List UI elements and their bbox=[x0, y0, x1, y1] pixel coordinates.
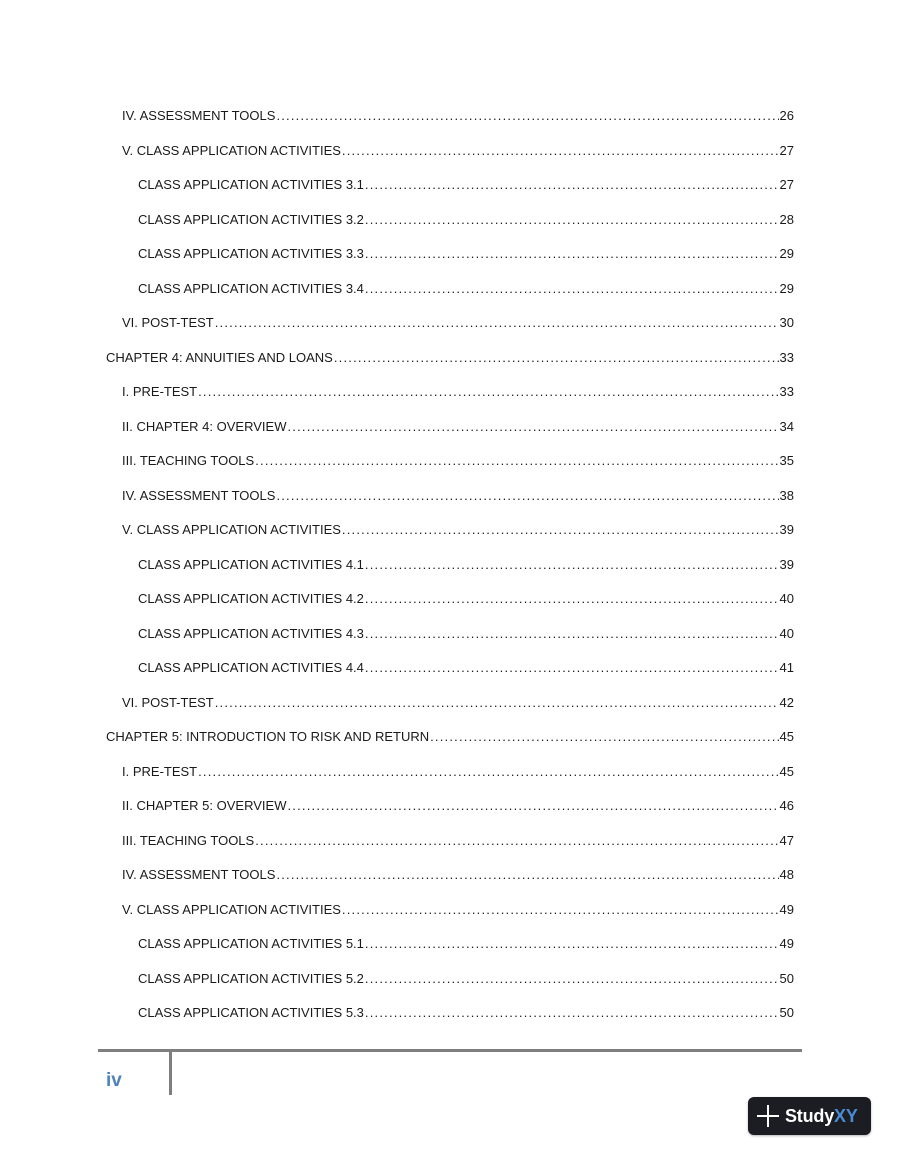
toc-entry-page: 38 bbox=[779, 488, 794, 503]
toc-entry-page: 30 bbox=[779, 315, 794, 330]
toc-leader-dots bbox=[215, 315, 779, 331]
toc-entry-page: 35 bbox=[779, 453, 794, 468]
toc-entry-page: 48 bbox=[779, 867, 794, 882]
toc-entry[interactable] bbox=[138, 177, 794, 193]
toc-leader-dots bbox=[198, 384, 778, 400]
toc-leader-dots bbox=[365, 281, 779, 297]
toc-entry[interactable] bbox=[122, 419, 794, 435]
toc-entry[interactable] bbox=[122, 522, 794, 538]
toc-entry-page: 46 bbox=[779, 798, 794, 813]
toc-entry-page: 29 bbox=[779, 281, 794, 296]
toc-entry-title: CLASS APPLICATION ACTIVITIES 4.2 bbox=[138, 591, 364, 606]
toc-entry[interactable] bbox=[122, 695, 794, 711]
toc-leader-dots bbox=[287, 798, 778, 814]
toc-entry[interactable] bbox=[138, 626, 794, 642]
toc-entry-page: 42 bbox=[779, 695, 794, 710]
toc-entry-title: II. CHAPTER 5: OVERVIEW bbox=[122, 798, 287, 813]
toc-leader-dots bbox=[276, 867, 778, 883]
studyxy-logo[interactable] bbox=[748, 1097, 871, 1135]
toc-entry-title: CLASS APPLICATION ACTIVITIES 4.1 bbox=[138, 557, 364, 572]
toc-entry-page: 50 bbox=[779, 1005, 794, 1020]
toc-entry-title: III. TEACHING TOOLS bbox=[122, 453, 255, 468]
toc-entry-title: CLASS APPLICATION ACTIVITIES 4.3 bbox=[138, 626, 364, 641]
toc-entry-title: V. CLASS APPLICATION ACTIVITIES bbox=[122, 902, 341, 917]
toc-entry[interactable] bbox=[138, 246, 794, 262]
toc-entry[interactable] bbox=[138, 971, 794, 987]
toc-entry-title: CLASS APPLICATION ACTIVITIES 4.4 bbox=[138, 660, 364, 675]
toc-entry[interactable] bbox=[138, 660, 794, 676]
toc-leader-dots bbox=[365, 177, 779, 193]
page-number: iv bbox=[106, 1070, 122, 1091]
toc-entry-page: 33 bbox=[779, 350, 794, 365]
toc-entry-title: CLASS APPLICATION ACTIVITIES 3.1 bbox=[138, 177, 364, 192]
toc-entry-page: 45 bbox=[779, 764, 794, 779]
toc-entry-page: 40 bbox=[779, 626, 794, 641]
toc-entry-page: 33 bbox=[779, 384, 794, 399]
toc-leader-dots bbox=[365, 212, 779, 228]
toc-entry-page: 49 bbox=[779, 902, 794, 917]
toc-entry-page: 39 bbox=[779, 522, 794, 537]
toc-entry-title: V. CLASS APPLICATION ACTIVITIES bbox=[122, 143, 341, 158]
toc-entry-title: VI. POST-TEST bbox=[122, 695, 214, 710]
toc-entry-title: CHAPTER 5: INTRODUCTION TO RISK AND RETURN bbox=[106, 729, 430, 744]
toc-leader-dots bbox=[365, 591, 779, 607]
toc-entry-title: VI. POST-TEST bbox=[122, 315, 214, 330]
toc-entry[interactable] bbox=[138, 936, 794, 952]
toc-entry-title: CLASS APPLICATION ACTIVITIES 5.1 bbox=[138, 936, 364, 951]
plus-icon bbox=[757, 1105, 779, 1127]
toc-entry-page: 47 bbox=[779, 833, 794, 848]
toc-entry-title: II. CHAPTER 4: OVERVIEW bbox=[122, 419, 287, 434]
toc-leader-dots bbox=[365, 1005, 779, 1021]
toc-leader-dots bbox=[365, 626, 779, 642]
toc-entry-title: CLASS APPLICATION ACTIVITIES 5.2 bbox=[138, 971, 364, 986]
toc-entry-title: IV. ASSESSMENT TOOLS bbox=[122, 867, 276, 882]
toc-entry-title: CLASS APPLICATION ACTIVITIES 3.4 bbox=[138, 281, 364, 296]
toc-entry-title: IV. ASSESSMENT TOOLS bbox=[122, 108, 276, 123]
toc-leader-dots bbox=[342, 522, 779, 538]
toc-entry-page: 27 bbox=[779, 143, 794, 158]
brand-name: StudyXY bbox=[785, 1105, 858, 1126]
toc-entry-title: CLASS APPLICATION ACTIVITIES 5.3 bbox=[138, 1005, 364, 1020]
toc-leader-dots bbox=[215, 695, 779, 711]
toc-entry[interactable] bbox=[138, 212, 794, 228]
toc-entry-page: 50 bbox=[779, 971, 794, 986]
toc-entry-title: I. PRE-TEST bbox=[122, 764, 198, 779]
toc-entry-title: I. PRE-TEST bbox=[122, 384, 198, 399]
toc-entry-page: 39 bbox=[779, 557, 794, 572]
toc-entry[interactable] bbox=[122, 108, 794, 124]
toc-entry-page: 49 bbox=[779, 936, 794, 951]
toc-entry-page: 27 bbox=[779, 177, 794, 192]
toc-entry[interactable] bbox=[138, 281, 794, 297]
toc-leader-dots bbox=[334, 350, 779, 366]
toc-entry[interactable] bbox=[122, 833, 794, 849]
toc-leader-dots bbox=[342, 902, 779, 918]
toc-entry-title: III. TEACHING TOOLS bbox=[122, 833, 255, 848]
toc-entry-page: 45 bbox=[779, 729, 794, 744]
toc-entry[interactable] bbox=[106, 729, 794, 745]
toc-leader-dots bbox=[342, 143, 779, 159]
toc-entry[interactable] bbox=[138, 591, 794, 607]
toc-entry-page: 28 bbox=[779, 212, 794, 227]
toc-leader-dots bbox=[365, 660, 779, 676]
toc-entry-title: CHAPTER 4: ANNUITIES AND LOANS bbox=[106, 350, 333, 365]
toc-entry-page: 40 bbox=[779, 591, 794, 606]
toc-entry-title: CLASS APPLICATION ACTIVITIES 3.2 bbox=[138, 212, 364, 227]
toc-entry[interactable] bbox=[122, 867, 794, 883]
toc-leader-dots bbox=[198, 764, 778, 780]
toc-entry[interactable] bbox=[122, 453, 794, 469]
toc-leader-dots bbox=[276, 488, 778, 504]
toc-entry[interactable] bbox=[122, 764, 794, 780]
toc-entry[interactable] bbox=[122, 798, 794, 814]
toc-entry-title: IV. ASSESSMENT TOOLS bbox=[122, 488, 276, 503]
toc-leader-dots bbox=[287, 419, 778, 435]
toc-entry-page: 26 bbox=[779, 108, 794, 123]
toc-leader-dots bbox=[430, 729, 778, 745]
toc-entry[interactable] bbox=[106, 350, 794, 366]
toc-entry-page: 29 bbox=[779, 246, 794, 261]
toc-entry[interactable] bbox=[122, 315, 794, 331]
toc-entry[interactable] bbox=[138, 1005, 794, 1021]
toc-leader-dots bbox=[276, 108, 778, 124]
toc-leader-dots bbox=[365, 246, 779, 262]
toc-entry-page: 41 bbox=[779, 660, 794, 675]
toc-entry[interactable] bbox=[122, 143, 794, 159]
toc-leader-dots bbox=[365, 971, 779, 987]
toc-leader-dots bbox=[255, 453, 778, 469]
toc-leader-dots bbox=[365, 936, 779, 952]
toc-entry-title: CLASS APPLICATION ACTIVITIES 3.3 bbox=[138, 246, 364, 261]
toc-entry-title: V. CLASS APPLICATION ACTIVITIES bbox=[122, 522, 341, 537]
toc-leader-dots bbox=[255, 833, 778, 849]
toc-entry-page: 34 bbox=[779, 419, 794, 434]
toc-entry[interactable] bbox=[122, 384, 794, 400]
footer-rule bbox=[98, 1049, 802, 1052]
footer-divider bbox=[169, 1050, 172, 1095]
toc-leader-dots bbox=[365, 557, 779, 573]
toc-entry[interactable] bbox=[122, 902, 794, 918]
toc-entry[interactable] bbox=[138, 557, 794, 573]
toc-entry[interactable] bbox=[122, 488, 794, 504]
